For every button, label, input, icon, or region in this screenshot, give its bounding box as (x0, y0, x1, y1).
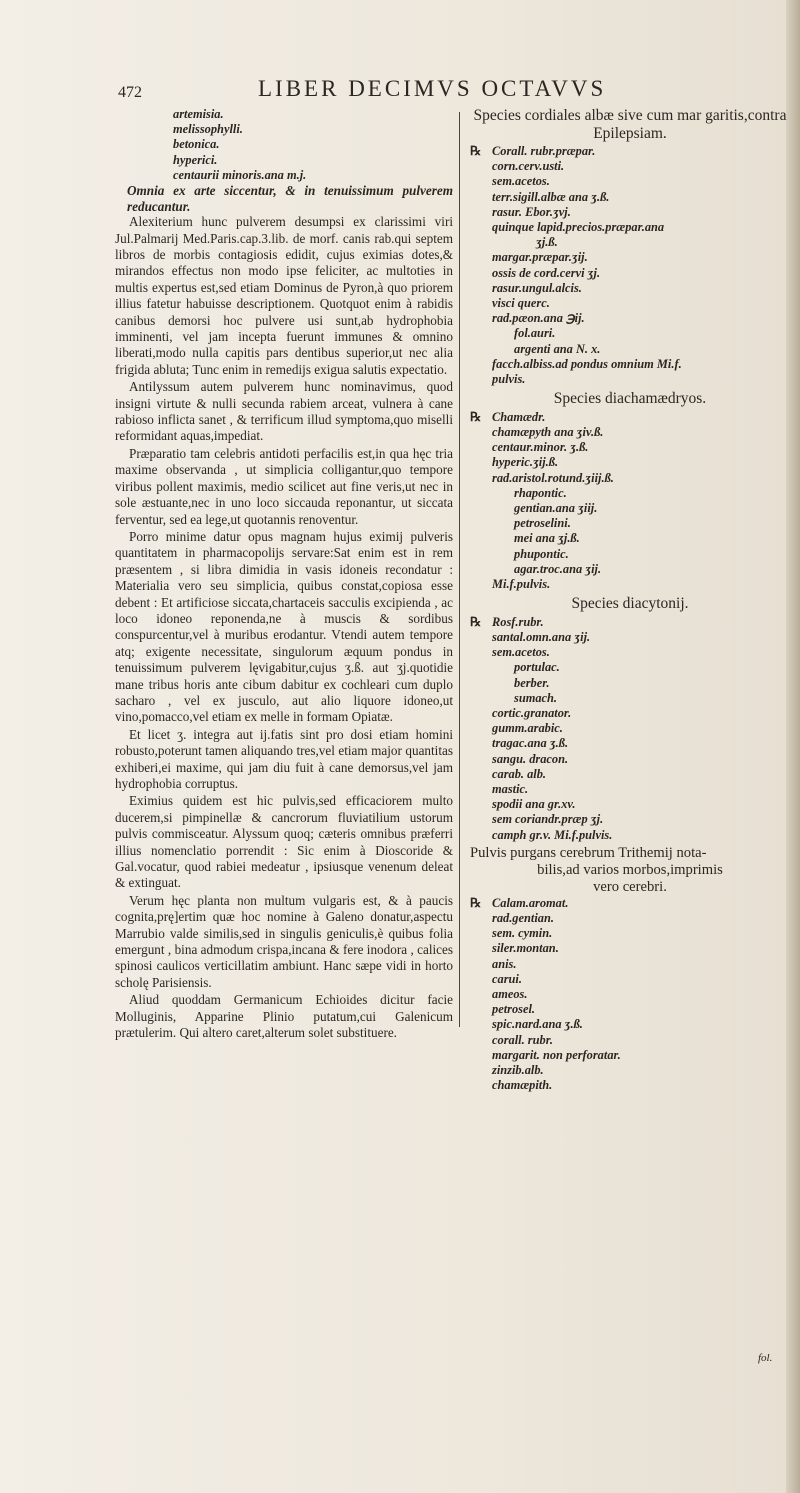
ingredient-line: chamæpith. (492, 1078, 553, 1093)
ingredient-line: carui. (492, 971, 522, 986)
recipe-first-line (470, 410, 790, 425)
ingredient-line: rasur. Ebor.ʒvj. (492, 204, 571, 219)
ingredient-line: argenti ana N. x. (514, 341, 601, 356)
recipe-rx-icon: ℞ (470, 614, 482, 629)
ingredient-line: gumm.arabic. (492, 721, 563, 736)
catchword: fol. (758, 1352, 773, 1364)
recipe-first-line (470, 144, 790, 159)
left-column (115, 107, 453, 1042)
ingredient-text: Chamædr. (492, 409, 546, 424)
paragraph: Et licet ʒ. integra aut ij.fatis sint pro dosi etiam homini robusto,poterunt tamen aliquando tres,vel etiam major quantitas exhiberi,ei maxime, qui jam diu fuit à cane demorsus,vel jam hydrophobia corruptus. (115, 726, 453, 792)
ingredient-line: terr.sigill.albæ ana ʒ.ß. (492, 189, 610, 204)
ingredient-line: quinque lapid.precios.præpar.ana (492, 220, 665, 235)
paragraph: Eximius quidem est hic pulvis,sed efficaciorem multo ducerem,si pimpinellæ & cancrorum fluviatilium ustorum pulvis commisceatur. Alyssum quoq; cæteris omnibus præferri illius nomenclatio porrendit : Sic enim à Dioscoride & Gal.vocatur, quod rabiei medeatur , ipsiusque venenum deleat & extinguat. (115, 793, 453, 891)
recipe-first-line (470, 615, 790, 630)
section-title-line: bilis,ad varios morbos,imprimis (537, 861, 723, 878)
page-header (118, 76, 758, 104)
ingredient-line: portulac. (514, 660, 560, 675)
recipe-chamaedryos (470, 410, 790, 592)
ingredient-line: chamæpyth ana ʒiv.ß. (492, 424, 604, 439)
ingredient-line: santal.omn.ana ʒij. (492, 629, 591, 644)
ingredient-line: gentian.ana ʒiij. (514, 500, 598, 515)
ingredient-line: rad.aristol.rotund.ʒiij.ß. (492, 470, 614, 485)
ingredient-line: zinzib.alb. (492, 1062, 544, 1077)
ingredient-line: margar.præpar.ʒij. (492, 250, 588, 265)
paragraph: Aliud quoddam Germanicum Echioides dicitur facie Molluginis, Apparine Plinio putatum,cui Galenicum prætulerim. Qui altero caret,alterum solet substituere. (115, 992, 453, 1041)
ingredient-line: agar.troc.ana ʒij. (514, 561, 602, 576)
recipe-rx-icon: ℞ (470, 144, 482, 158)
column-divider (459, 112, 460, 1027)
ingredient-line: sem.acetos. (492, 645, 550, 660)
ingredient-line: phupontic. (514, 546, 569, 561)
ingredient-line: tragac.ana ʒ.ß. (492, 736, 569, 751)
page-number: 472 (118, 84, 142, 101)
recipe-cordial (470, 144, 790, 387)
ingredient-line: sangu. dracon. (492, 751, 569, 766)
ingredient-line: petroselini. (514, 516, 571, 531)
herb-line: artemisia. (173, 107, 224, 121)
ingredient-line: spic.nard.ana ʒ.ß. (492, 1017, 583, 1032)
right-column (470, 104, 790, 1093)
ingredient-line: facch.albiss.ad pondus omnium Mi.f. (492, 356, 682, 371)
ingredient-line: rhapontic. (514, 485, 567, 500)
ingredient-text: Rosf.rubr. (492, 614, 544, 629)
section-title-pulvis (470, 845, 790, 896)
ingredient-line: fol.auri. (514, 326, 556, 341)
ingredient-line: sem. cymin. (492, 926, 553, 941)
ingredient-line: ʒj.ß. (536, 235, 558, 250)
ingredient-text: Corall. rubr.præpar. (492, 144, 596, 158)
ingredient-line: mastic. (492, 781, 529, 796)
section-title-line: Pulvis purgans cerebrum Trithemij nota- (470, 844, 707, 861)
section-title-cordial: Species cordiales albæ sive cum mar garitis,contra Epilepsiam. (473, 107, 787, 142)
ingredient-line: Mi.f.pulvis. (492, 576, 551, 591)
ingredient-line: anis. (492, 956, 517, 971)
recipe-pulvis (470, 896, 790, 1094)
herb-line: hyperici. (173, 152, 218, 167)
ingredient-line: ossis de cord.cervi ʒj. (492, 265, 601, 280)
ingredient-line: petrosel. (492, 1002, 536, 1017)
ingredient-line: sumach. (514, 690, 558, 705)
ingredient-line: rad.pæon.ana ℈ij. (492, 311, 585, 326)
ingredient-line: rasur.ungul.alcis. (492, 280, 582, 295)
herb-list (115, 107, 453, 183)
body-text (115, 214, 453, 1041)
section-title-diacytonii: Species diacytonij. (571, 595, 689, 613)
ingredient-line: ameos. (492, 986, 528, 1001)
section-title-chamaedryos: Species diachamædryos. (553, 390, 707, 408)
recipe-rx-icon: ℞ (470, 895, 482, 910)
ingredient-line: centaur.minor. ʒ.ß. (492, 440, 589, 455)
paragraph: Verum hęc planta non multum vulgaris est, & à paucis cognita,prę]ertim quæ hoc nomine à Galeno donatur,aspectu Marrubio valde similis,sed in singulis geniculis,è quibus folia emergunt , bina admodum crispa,incana & fere inodora , calices spinosi caulicos verticillatim ambiunt. Hanc sæpe vidi in horto scholę Parisiensis. (115, 892, 453, 990)
ingredient-line: cortic.granator. (492, 705, 572, 720)
ingredient-line: margarit. non perforatar. (492, 1047, 621, 1062)
herb-line: betonica. (173, 137, 220, 152)
ingredient-line: corn.cerv.usti. (492, 159, 565, 174)
ingredient-line: corall. rubr. (492, 1032, 553, 1047)
ingredient-line: rad.gentian. (492, 910, 554, 925)
paragraph: Porro minime datur opus magnam hujus eximij pulveris quantitatem in pharmacopolijs servare:Sat enim est in rem præsentem , si libra dimidia in vasis idoneis recondatur : Materialia vero seu simplicia, quibus constat,copiosa esse debent : Et artificiose siccata,chartaceis sacculis excipienda , ac loco idoneo reponenda,ne à muscis & sordibus conspurcentur,vel à muribus erodantur. Vtendi autem tempore atq; exigente necessitate, singulorum æquum pondus in tenuissimum pulverem lęvigabitur,cujus ʒ.ß. aut ʒj.quotidie mane tribus horis ante cibum dabitur ex cochleari cum duplo sacharo , vel ex jusculo, aut alio liquore idoneo,ut vino,pomacco,vel etiam ex melle in formam Opiatæ. (115, 528, 453, 725)
running-title: LIBER DECIMVS OCTAVVS (258, 76, 607, 101)
recipe-rx-icon: ℞ (470, 409, 482, 424)
ingredient-line: sem.acetos. (492, 174, 550, 189)
section-title-line: vero cerebri. (593, 878, 667, 895)
ingredient-line: camph gr.v. Mi.f.pulvis. (492, 827, 613, 842)
ingredient-line: carab. alb. (492, 766, 547, 781)
recipe-first-line (470, 896, 790, 911)
paragraph: Antilyssum autem pulverem hunc nominavimus, quod insigni virtute & nulli secunda rabiem arceat, vulnera à cane rabioso inflicta sanet , & terrificum illud symptoma,quo miselli reformidant aquas,impediat. (115, 379, 453, 444)
ingredient-line: siler.montan. (492, 941, 559, 956)
preparation-instruction: Omnia ex arte siccentur, & in tenuissimum pulverem reducantur. (127, 183, 453, 214)
ingredient-text: Calam.aromat. (492, 895, 569, 910)
ingredient-line: visci querc. (492, 296, 550, 311)
ingredient-line: berber. (514, 675, 550, 690)
ingredient-line: sem coriandr.præp ʒj. (492, 812, 604, 827)
ingredient-line: hyperic.ʒij.ß. (492, 455, 559, 470)
paragraph: Præparatio tam celebris antidoti perfacilis est,in qua hęc tria maxime observanda , ut simplicia colligantur,quo tempore viribus pollent maximis, medio scilicet aut fine veris,ut nec in sole æstuante,nec in uno loco siccauda reponantur, ut siccata ferventur, sed ea lege,ut quotannis renoventur. (115, 445, 453, 527)
herb-line: melissophylli. (173, 122, 243, 137)
recipe-diacytonii (470, 615, 790, 843)
paragraph: Alexiterium hunc pulverem desumpsi ex clarissimi viri Jul.Palmarij Med.Paris.cap.3.lib. de morf. canis rab.qui septem libros de morbis contagiosis edidit, cujus eximias dotes,& mirandos effectus non modo ipse feliciter, ac multoties in multis expertus est,sed etiam Dominus de Pyron,à quo priorem illius fatetur habuisse descriptionem. Quotquot enim à rabidis canibus demorsi hoc pulvere usi sunt,ab hydrophobia imminenti, vel jam incepta fuerunt immunes & omnino liberati,modo nulla capitis pars dentibus superior,ut nec alia frigida abluta; Tunc enim in remedijs exigua salutis expectatio. (115, 214, 453, 377)
ingredient-line: mei ana ʒj.ß. (514, 531, 580, 546)
herb-line: centaurii minoris.ana m.j. (173, 167, 307, 182)
ingredient-line: spodii ana gr.xv. (492, 797, 576, 812)
ingredient-line: pulvis. (492, 372, 526, 387)
